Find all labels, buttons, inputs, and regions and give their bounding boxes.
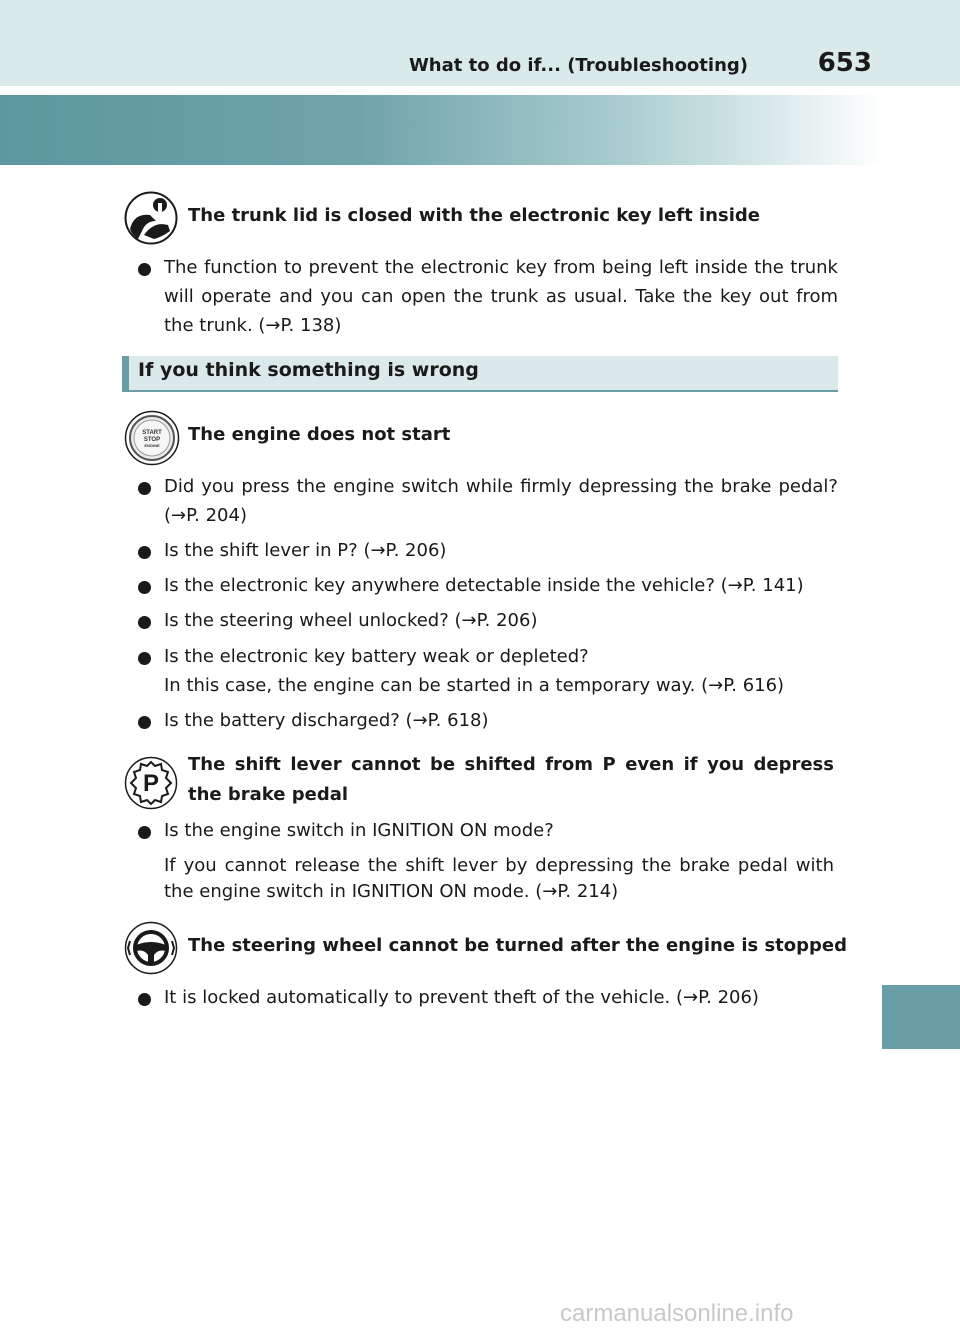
list-item: Is the battery discharged? (→P. 618) — [138, 706, 838, 735]
bullet-dot — [138, 826, 151, 839]
icon-label: P — [142, 770, 160, 797]
header-title: What to do if... (Troubleshooting) — [408, 55, 748, 76]
chapter-band — [0, 95, 884, 165]
watermark: carmanualsonline.info — [560, 1300, 794, 1327]
steering-heading: The steering wheel cannot be turned after the engine is stopped — [188, 935, 848, 956]
shift-note: If you cannot release the shift lever by depressing the brake pedal with the engine switch in IGNITION ON mode. (→P. 214) — [164, 855, 834, 902]
list-item: Is the shift lever in P? (→P. 206) — [138, 536, 838, 565]
icon-label: ENGINE — [144, 443, 160, 448]
trunk-key-icon — [124, 191, 178, 245]
bullet-dot — [138, 482, 151, 495]
bullet-dot — [138, 616, 151, 629]
section-accent — [122, 356, 129, 392]
list-item: Is the engine switch in IGNITION ON mode? — [138, 816, 838, 845]
bullet-dot — [138, 546, 151, 559]
steering-lock-icon — [124, 921, 178, 975]
list-item: Did you press the engine switch while firmly depressing the brake pedal? (→P. 204) — [138, 472, 838, 530]
section-header — [122, 356, 838, 392]
chapter-tab — [882, 985, 960, 1049]
shift-heading: The shift lever cannot be shifted from P even if you depress the brake pedal — [188, 754, 834, 805]
list-item: It is locked automatically to prevent theft of the vehicle. (→P. 206) — [138, 983, 838, 1012]
shift-lever-p-icon — [124, 756, 178, 810]
list-item: Is the steering wheel unlocked? (→P. 206) — [138, 606, 838, 635]
bullet-dot — [138, 263, 151, 276]
bullet-dot — [138, 993, 151, 1006]
list-item: Is the electronic key anywhere detectable inside the vehicle? (→P. 141) — [138, 571, 838, 600]
bullet-dot — [138, 652, 151, 665]
engine-start-stop-icon — [124, 410, 178, 464]
section-title: If you think something is wrong — [138, 359, 479, 381]
list-item: The function to prevent the electronic key from being left inside the trunk will operate and you can open the trunk as usual. Take the key out from the trunk. (→P. 138) — [138, 253, 838, 340]
trunk-heading: The trunk lid is closed with the electronic key left inside — [188, 205, 760, 226]
bullet-dot — [138, 581, 151, 594]
list-item: Is the electronic key battery weak or depleted? In this case, the engine can be started in a temporary way. (→P. 616) — [138, 642, 838, 700]
page-number: 653 — [817, 48, 872, 78]
bullet-dot — [138, 716, 151, 729]
engine-heading: The engine does not start — [188, 424, 451, 445]
icon-label: STOP — [143, 437, 161, 443]
icon-label: START — [142, 430, 162, 436]
